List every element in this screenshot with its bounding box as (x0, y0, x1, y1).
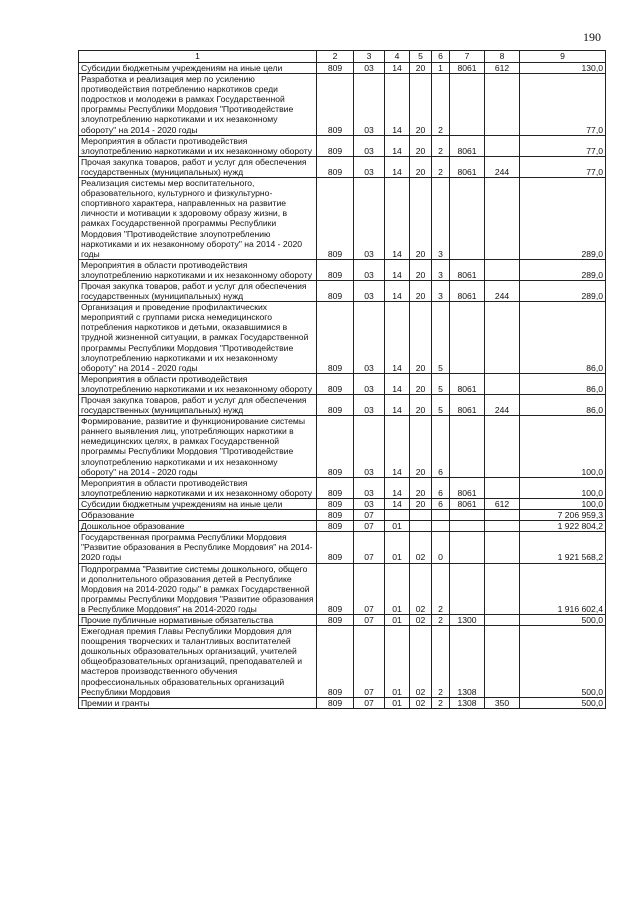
code-cell-5: 20 (410, 280, 432, 301)
row-name-cell: Подпрограмма "Развитие системы дошкольного, общего и дополнительного образования детей в Республике Мордовия на 2014-2020 годы" в рамках Государственной программы Республики Мордовия "Развитие образования в Республике Мордовия" на 2014-2020 годы (79, 563, 317, 614)
code-cell-2: 809 (317, 510, 354, 521)
code-cell-7: 8061 (450, 498, 485, 509)
code-cell-5: 20 (410, 74, 432, 136)
row-name-cell: Организация и проведение профилактических мероприятий с группами риска немедицинского потребления наркотиков и детьми, оказавшимися в трудной жизненной ситуации, в рамках Государственной программы Республики Мордовия "Противодействие злоупотреблению наркотиками и их незаконному обороту" на 2014 - 2020 годы (79, 302, 317, 374)
budget-table (78, 50, 606, 709)
code-cell-8 (485, 626, 520, 698)
code-cell-4: 01 (385, 614, 410, 625)
amount-cell: 500,0 (520, 697, 606, 708)
code-cell-5: 02 (410, 614, 432, 625)
code-cell-3: 03 (354, 63, 385, 74)
code-cell-7 (450, 532, 485, 563)
table-row (79, 563, 606, 614)
code-cell-5: 20 (410, 477, 432, 498)
code-cell-2: 809 (317, 532, 354, 563)
code-cell-7: 1300 (450, 614, 485, 625)
code-cell-5: 20 (410, 259, 432, 280)
row-name-cell: Мероприятия в области противодействия злоупотреблению наркотиками и их незаконному обороту (79, 373, 317, 394)
table-row (79, 156, 606, 177)
code-cell-6: 2 (432, 563, 450, 614)
code-cell-8 (485, 532, 520, 563)
header-cell: 2 (317, 51, 354, 63)
code-cell-8: 244 (485, 395, 520, 416)
code-cell-8: 612 (485, 498, 520, 509)
code-cell-4: 14 (385, 156, 410, 177)
amount-cell: 100,0 (520, 477, 606, 498)
table-row (79, 498, 606, 509)
table-row (79, 510, 606, 521)
code-cell-3: 07 (354, 510, 385, 521)
table-row (79, 697, 606, 708)
code-cell-3: 07 (354, 521, 385, 532)
row-name-cell: Субсидии бюджетным учреждениям на иные цели (79, 63, 317, 74)
code-cell-5 (410, 521, 432, 532)
code-cell-2: 809 (317, 135, 354, 156)
amount-cell: 86,0 (520, 302, 606, 374)
code-cell-7: 8061 (450, 373, 485, 394)
row-name-cell: Мероприятия в области противодействия злоупотреблению наркотиками и их незаконному обороту (79, 259, 317, 280)
code-cell-4: 14 (385, 302, 410, 374)
code-cell-5: 20 (410, 178, 432, 260)
code-cell-4: 01 (385, 532, 410, 563)
code-cell-7: 1308 (450, 626, 485, 698)
row-name-cell: Разработка и реализация мер по усилению противодействия потреблению наркотиков среди подростков и молодежи в рамках Государственной программы Республики Мордовия "Противодействие злоупотреблению наркотиками и их незаконному обороту" на 2014 - 2020 годы (79, 74, 317, 136)
code-cell-4: 14 (385, 395, 410, 416)
code-cell-8 (485, 74, 520, 136)
row-name-cell: Премии и гранты (79, 697, 317, 708)
code-cell-7: 8061 (450, 156, 485, 177)
code-cell-2: 809 (317, 498, 354, 509)
code-cell-6: 3 (432, 178, 450, 260)
code-cell-6: 0 (432, 532, 450, 563)
code-cell-4 (385, 510, 410, 521)
code-cell-5: 20 (410, 302, 432, 374)
amount-cell: 100,0 (520, 498, 606, 509)
table-row (79, 280, 606, 301)
code-cell-2: 809 (317, 259, 354, 280)
table-header-row (79, 51, 606, 63)
code-cell-7: 8061 (450, 259, 485, 280)
code-cell-4: 14 (385, 416, 410, 478)
code-cell-8: 350 (485, 697, 520, 708)
header-cell: 1 (79, 51, 317, 63)
code-cell-6: 2 (432, 614, 450, 625)
code-cell-5: 20 (410, 395, 432, 416)
table-row (79, 532, 606, 563)
code-cell-4: 14 (385, 477, 410, 498)
amount-cell: 7 206 959,3 (520, 510, 606, 521)
code-cell-3: 03 (354, 259, 385, 280)
code-cell-6 (432, 521, 450, 532)
code-cell-2: 809 (317, 521, 354, 532)
code-cell-6: 2 (432, 74, 450, 136)
code-cell-3: 03 (354, 395, 385, 416)
row-name-cell: Прочая закупка товаров, работ и услуг для обеспечения государственных (муниципальных) нужд (79, 395, 317, 416)
code-cell-8 (485, 416, 520, 478)
code-cell-4: 14 (385, 259, 410, 280)
code-cell-3: 07 (354, 532, 385, 563)
code-cell-4: 14 (385, 74, 410, 136)
table-row (79, 63, 606, 74)
code-cell-4: 14 (385, 63, 410, 74)
code-cell-8 (485, 510, 520, 521)
code-cell-6: 5 (432, 373, 450, 394)
code-cell-7 (450, 178, 485, 260)
code-cell-5: 02 (410, 697, 432, 708)
row-name-cell: Государственная программа Республики Мордовия "Развитие образования в Республике Мордовия" на 2014-2020 годы (79, 532, 317, 563)
code-cell-2: 809 (317, 477, 354, 498)
code-cell-8 (485, 373, 520, 394)
code-cell-6: 1 (432, 63, 450, 74)
code-cell-7: 8061 (450, 395, 485, 416)
page-number: 190 (583, 30, 601, 44)
code-cell-8 (485, 521, 520, 532)
code-cell-6: 3 (432, 280, 450, 301)
code-cell-5: 02 (410, 563, 432, 614)
code-cell-3: 03 (354, 178, 385, 260)
amount-cell: 289,0 (520, 259, 606, 280)
code-cell-2: 809 (317, 563, 354, 614)
table-row (79, 373, 606, 394)
code-cell-4: 14 (385, 280, 410, 301)
code-cell-2: 809 (317, 178, 354, 260)
header-cell: 4 (385, 51, 410, 63)
code-cell-2: 809 (317, 302, 354, 374)
table-row (79, 74, 606, 136)
code-cell-3: 03 (354, 280, 385, 301)
code-cell-2: 809 (317, 626, 354, 698)
amount-cell: 77,0 (520, 74, 606, 136)
code-cell-2: 809 (317, 416, 354, 478)
code-cell-3: 03 (354, 373, 385, 394)
amount-cell: 289,0 (520, 280, 606, 301)
header-cell: 9 (520, 51, 606, 63)
amount-cell: 86,0 (520, 395, 606, 416)
code-cell-2: 809 (317, 614, 354, 625)
code-cell-6: 6 (432, 498, 450, 509)
code-cell-6: 3 (432, 259, 450, 280)
code-cell-7: 8061 (450, 63, 485, 74)
code-cell-4: 01 (385, 626, 410, 698)
row-name-cell: Реализация системы мер воспитательного, образовательного, культурного и физкультурно-спортивного характера, направленных на развитие личности и мотивации к здоровому образу жизни, в рамках Государственной программы Республики Мордовия "Противодействие злоупотреблению наркотиками и их незаконному обороту" на 2014 - 2020 годы (79, 178, 317, 260)
code-cell-7 (450, 521, 485, 532)
amount-cell: 289,0 (520, 178, 606, 260)
code-cell-4: 01 (385, 697, 410, 708)
code-cell-3: 03 (354, 156, 385, 177)
code-cell-4: 14 (385, 135, 410, 156)
row-name-cell: Прочая закупка товаров, работ и услуг для обеспечения государственных (муниципальных) нужд (79, 156, 317, 177)
amount-cell: 1 921 568,2 (520, 532, 606, 563)
code-cell-5: 20 (410, 135, 432, 156)
table-row (79, 614, 606, 625)
code-cell-2: 809 (317, 697, 354, 708)
code-cell-3: 07 (354, 626, 385, 698)
code-cell-8 (485, 259, 520, 280)
table-row (79, 395, 606, 416)
code-cell-2: 809 (317, 63, 354, 74)
amount-cell: 500,0 (520, 626, 606, 698)
amount-cell: 1 916 602,4 (520, 563, 606, 614)
header-cell: 6 (432, 51, 450, 63)
code-cell-7 (450, 510, 485, 521)
code-cell-2: 809 (317, 373, 354, 394)
code-cell-6 (432, 510, 450, 521)
code-cell-8 (485, 563, 520, 614)
code-cell-8 (485, 614, 520, 625)
code-cell-6: 2 (432, 697, 450, 708)
code-cell-4: 01 (385, 521, 410, 532)
code-cell-3: 07 (354, 563, 385, 614)
row-name-cell: Прочие публичные нормативные обязательства (79, 614, 317, 625)
code-cell-5 (410, 510, 432, 521)
code-cell-4: 01 (385, 563, 410, 614)
code-cell-2: 809 (317, 74, 354, 136)
table-row (79, 477, 606, 498)
code-cell-7 (450, 416, 485, 478)
table-row (79, 302, 606, 374)
amount-cell: 500,0 (520, 614, 606, 625)
amount-cell: 77,0 (520, 156, 606, 177)
code-cell-5: 20 (410, 373, 432, 394)
code-cell-3: 03 (354, 498, 385, 509)
code-cell-6: 2 (432, 135, 450, 156)
table-row (79, 259, 606, 280)
code-cell-4: 14 (385, 178, 410, 260)
row-name-cell: Мероприятия в области противодействия злоупотреблению наркотиками и их незаконному обороту (79, 477, 317, 498)
row-name-cell: Мероприятия в области противодействия злоупотреблению наркотиками и их незаконному обороту (79, 135, 317, 156)
amount-cell: 77,0 (520, 135, 606, 156)
code-cell-7: 8061 (450, 477, 485, 498)
code-cell-6: 5 (432, 395, 450, 416)
code-cell-7: 8061 (450, 135, 485, 156)
code-cell-8 (485, 135, 520, 156)
code-cell-4: 14 (385, 498, 410, 509)
table-row (79, 178, 606, 260)
code-cell-6: 6 (432, 416, 450, 478)
code-cell-5: 02 (410, 626, 432, 698)
code-cell-3: 03 (354, 302, 385, 374)
code-cell-7: 8061 (450, 280, 485, 301)
code-cell-7 (450, 302, 485, 374)
code-cell-2: 809 (317, 280, 354, 301)
code-cell-6: 5 (432, 302, 450, 374)
table-row (79, 135, 606, 156)
code-cell-8: 612 (485, 63, 520, 74)
header-cell: 5 (410, 51, 432, 63)
header-cell: 7 (450, 51, 485, 63)
code-cell-5: 20 (410, 63, 432, 74)
amount-cell: 86,0 (520, 373, 606, 394)
code-cell-5: 20 (410, 416, 432, 478)
code-cell-8 (485, 477, 520, 498)
row-name-cell: Формирование, развитие и функционирование системы раннего выявления лиц, употребляющих наркотики в немедицинских целях, в рамках Государственной программы Республики Мордовия "Противодействие злоупотреблению наркотиками и их незаконному обороту" на 2014 - 2020 годы (79, 416, 317, 478)
table-row (79, 416, 606, 478)
code-cell-4: 14 (385, 373, 410, 394)
code-cell-2: 809 (317, 156, 354, 177)
header-cell: 8 (485, 51, 520, 63)
code-cell-6: 2 (432, 156, 450, 177)
code-cell-7 (450, 563, 485, 614)
code-cell-8 (485, 302, 520, 374)
code-cell-3: 07 (354, 697, 385, 708)
code-cell-7: 1308 (450, 697, 485, 708)
row-name-cell: Прочая закупка товаров, работ и услуг для обеспечения государственных (муниципальных) нужд (79, 280, 317, 301)
code-cell-3: 03 (354, 135, 385, 156)
table-row (79, 626, 606, 698)
header-cell: 3 (354, 51, 385, 63)
code-cell-7 (450, 74, 485, 136)
code-cell-8: 244 (485, 280, 520, 301)
code-cell-6: 2 (432, 626, 450, 698)
code-cell-2: 809 (317, 395, 354, 416)
code-cell-3: 03 (354, 477, 385, 498)
code-cell-3: 03 (354, 74, 385, 136)
amount-cell: 100,0 (520, 416, 606, 478)
amount-cell: 1 922 804,2 (520, 521, 606, 532)
code-cell-8 (485, 178, 520, 260)
row-name-cell: Дошкольное образование (79, 521, 317, 532)
code-cell-8: 244 (485, 156, 520, 177)
row-name-cell: Субсидии бюджетным учреждениям на иные цели (79, 498, 317, 509)
table-row (79, 521, 606, 532)
row-name-cell: Ежегодная премия Главы Республики Мордовия для поощрения творческих и талантливых воспитателей дошкольных образовательных организаций, учителей общеобразовательных организаций, преподавателей и мастеров производственного обучения профессиональных образовательных организаций Республики Мордовия (79, 626, 317, 698)
code-cell-3: 07 (354, 614, 385, 625)
code-cell-5: 20 (410, 156, 432, 177)
code-cell-5: 20 (410, 498, 432, 509)
code-cell-6: 6 (432, 477, 450, 498)
code-cell-5: 02 (410, 532, 432, 563)
code-cell-3: 03 (354, 416, 385, 478)
row-name-cell: Образование (79, 510, 317, 521)
amount-cell: 130,0 (520, 63, 606, 74)
